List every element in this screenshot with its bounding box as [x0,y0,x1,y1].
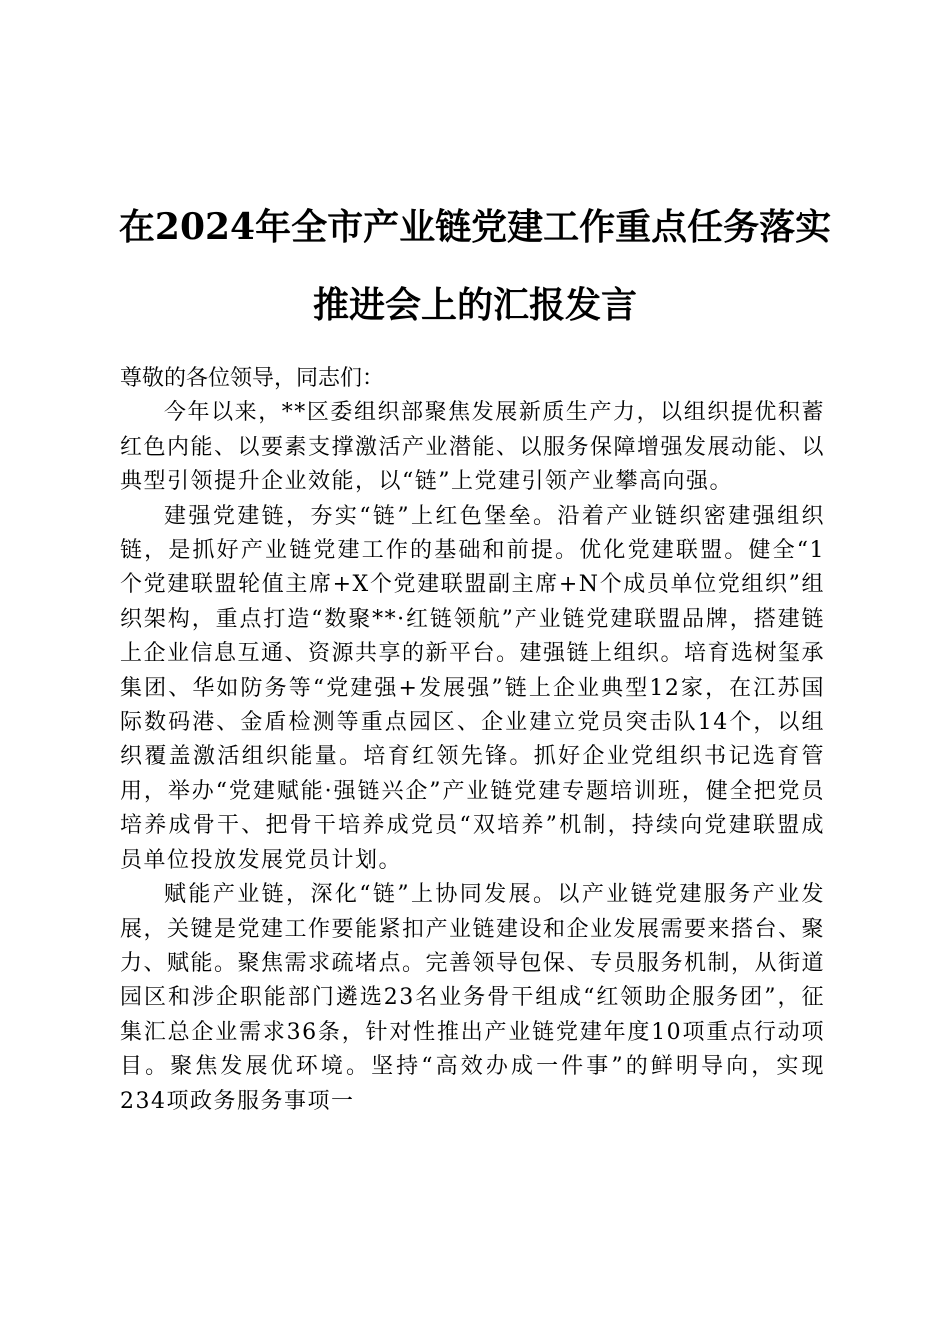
document-title [100,188,850,344]
title-line-1: 在2024年全市产业链党建工作重点任务落实 [118,206,832,248]
paragraph-industry-chain: 赋能产业链，深化“链”上协同发展。以产业链党建服务产业发展，关键是党建工作要能紧扣产业链建设和企业发展需要来搭台、聚力、赋能。聚焦需求疏堵点。完善领导包保、专员服务机制，从街道园区和涉企职能部门遴选23名业务骨干组成“红领助企服务团”，征集汇总企业需求36条，针对性推出产业链党建年度10项重点行动项目。聚焦发展优环境。坚持“高效办成一件事”的鲜明导向，实现234项政务服务事项一 [120,882,826,1114]
salutation: 尊敬的各位领导，同志们： [120,366,385,391]
document-body [120,362,825,1119]
paragraph-intro: 今年以来，**区委组织部聚焦发展新质生产力，以组织提优积蓄红色内能、以要素支撑激活产业潜能、以服务保障增强发展动能、以典型引领提升企业效能，以“链”上党建引领产业攀高向强。 [120,400,826,495]
paragraph-party-chain: 建强党建链，夯实“链”上红色堡垒。沿着产业链织密建强组织链，是抓好产业链党建工作的基础和前提。优化党建联盟。健全“1个党建联盟轮值主席+X个党建联盟副主席+N个成员单位党组织”组织架构，重点打造“数聚**·红链领航”产业链党建联盟品牌，搭建链上企业信息互通、资源共享的新平台。建强链上组织。培育选树玺承集团、华如防务等“党建强+发展强”链上企业典型12家，在江苏国际数码港、金盾检测等重点园区、企业建立党员突击队14个，以组织覆盖激活组织能量。培育红领先锋。抓好企业党组织书记选育管用，举办“党建赋能·强链兴企”产业链党建专题培训班，健全把党员培养成骨干、把骨干培养成党员“双培养”机制，持续向党建联盟成员单位投放发展党员计划。 [120,503,826,873]
title-line-2: 推进会上的汇报发言 [312,284,637,326]
